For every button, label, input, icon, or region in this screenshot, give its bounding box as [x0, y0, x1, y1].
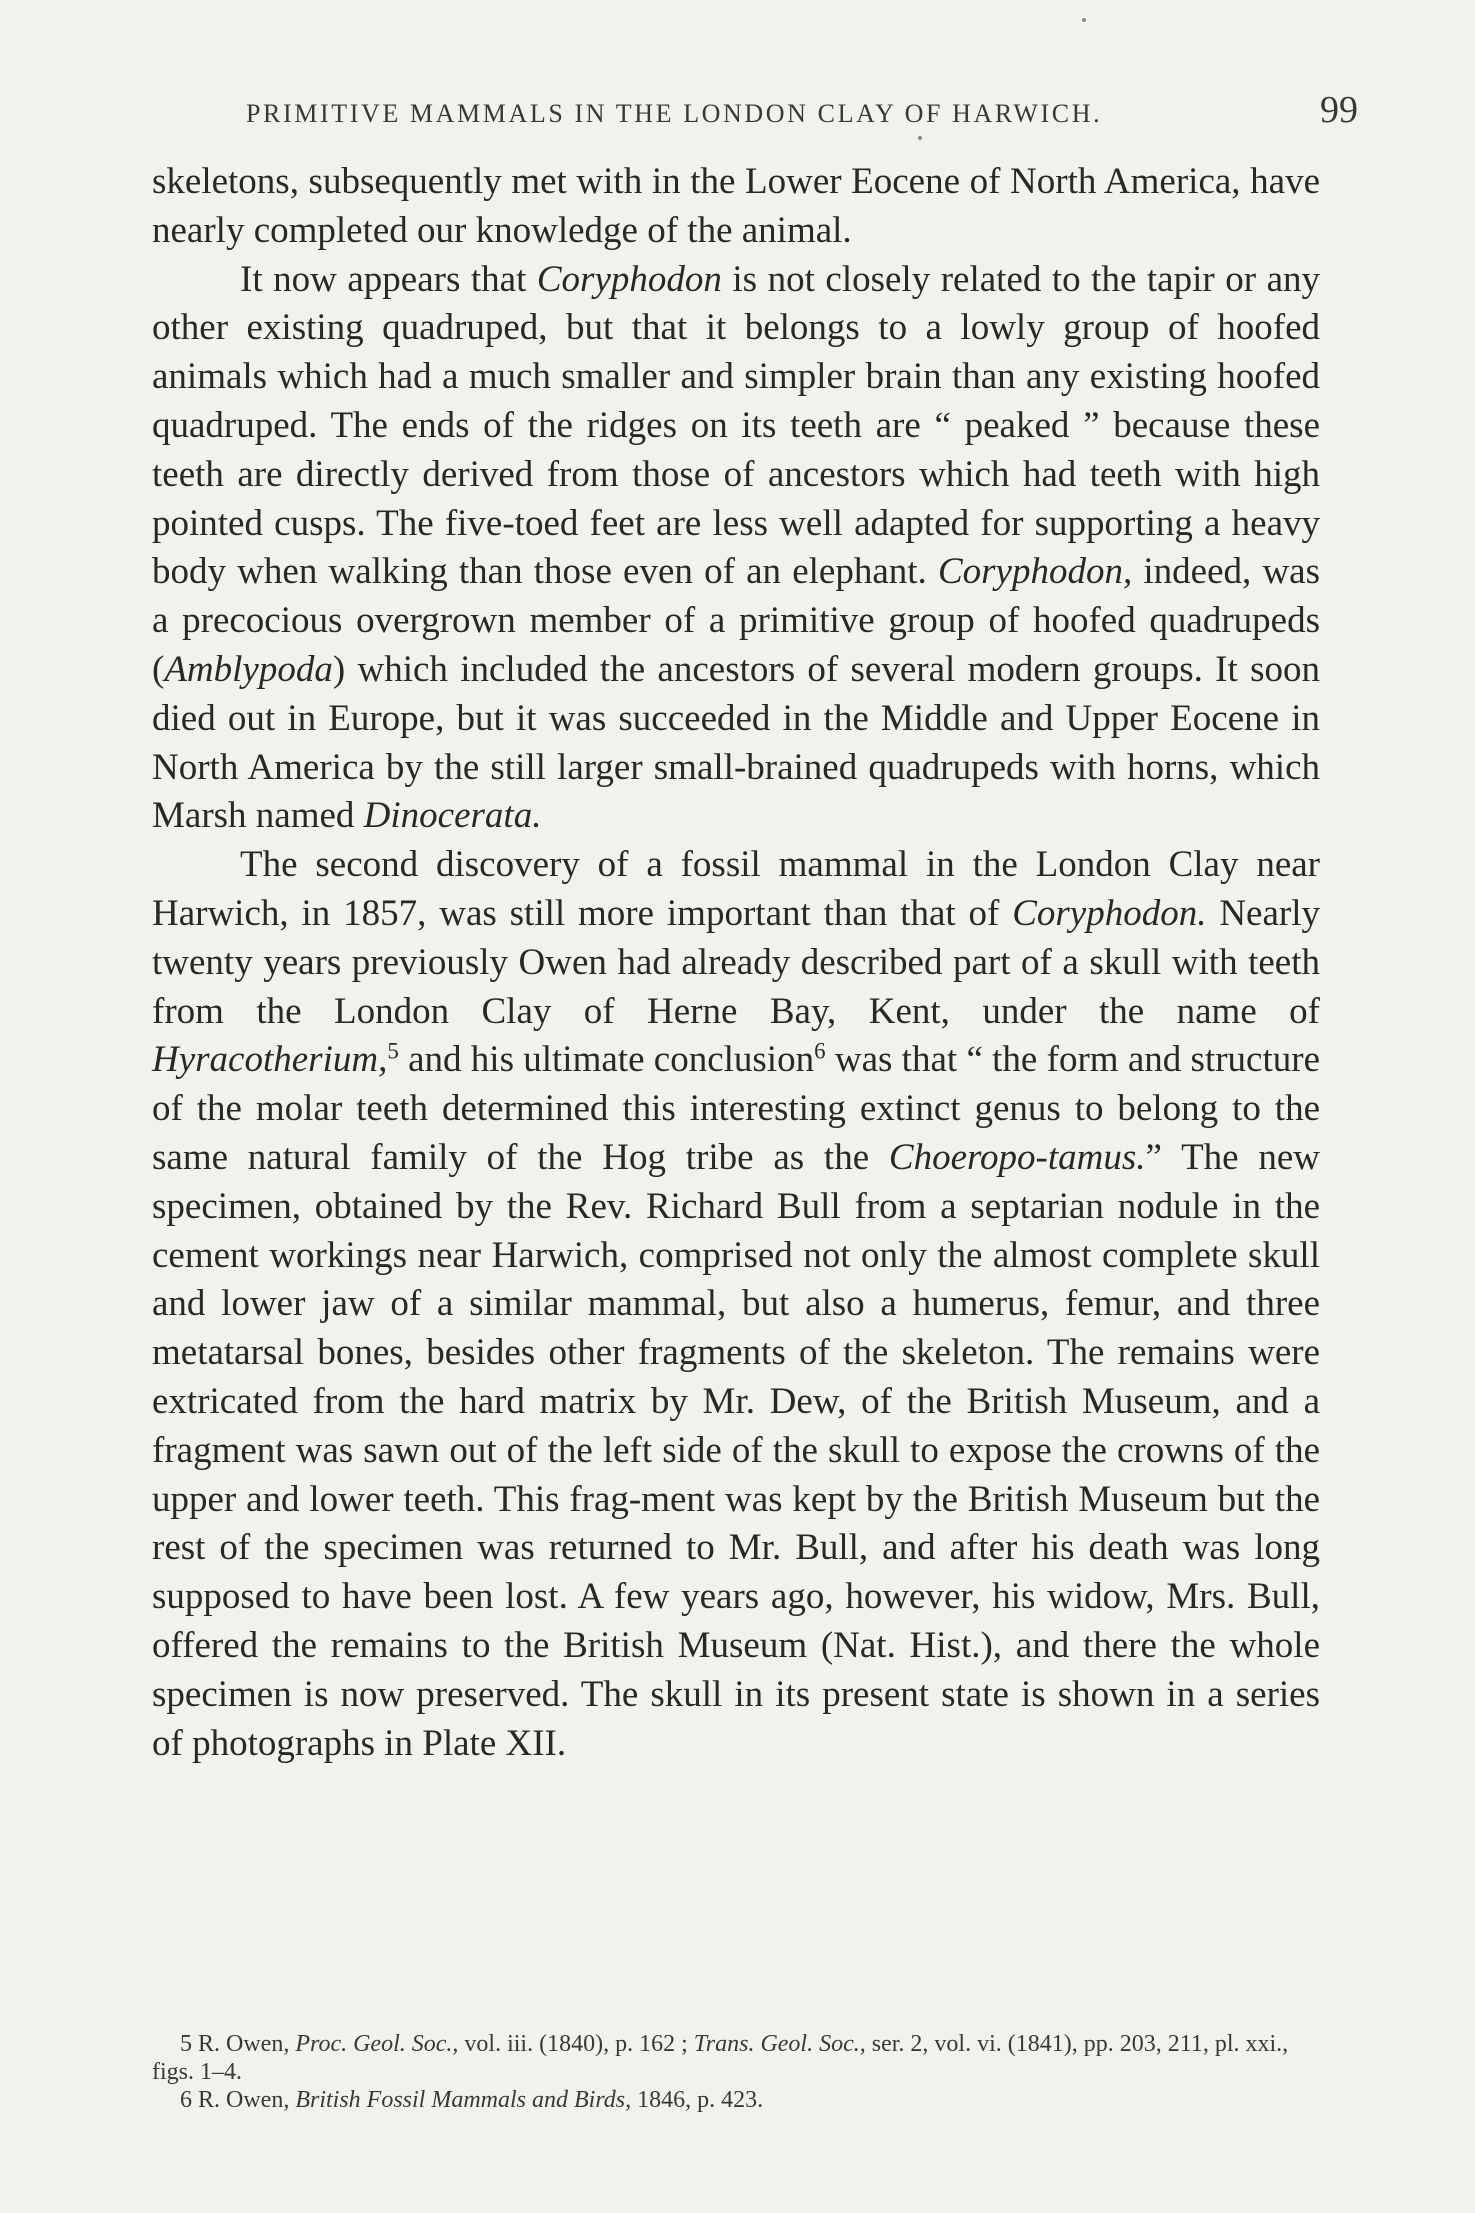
text-run: ser. 2, vol. vi. (1841), pp. 203, 211, pl. xxi., figs. 1–4.: [152, 2031, 1289, 2085]
page-number: 99: [1320, 89, 1358, 131]
italic-text: Coryphodon.: [1012, 892, 1207, 934]
text-run: skeletons, subsequently met with in the Lower Eocene of North America, have nearly completed our knowledge of the animal.: [152, 161, 1320, 251]
page-header: [246, 88, 1358, 131]
text-run: ” The new specimen, obtained by the Rev. Richard Bull from a septarian nodule in the cement workings near Harwich, comprised not only the almost complete skull and lower jaw of a similar mammal, but also a humerus, femur, and three metatarsal bones, besides other fragments of the skeleton. The remains were extricated from the hard matrix by Mr. Dew, of the British Museum, and a fragment was sawn out of the left side of the skull to expose the crowns of the upper and lower teeth. This frag-ment was kept by the British Museum but the rest of the specimen was returned to Mr. Bull, and after his death was long supposed to have been lost. A few years ago, however, his widow, Mrs. Bull, offered the remains to the British Museum (Nat. Hist.), and there the whole specimen is now preserved. The skull in its present state is shown in a series of photographs in Plate XII.: [152, 1136, 1321, 1764]
body-text: [152, 158, 1320, 1768]
footnote-number: 6: [180, 2087, 192, 2113]
paragraph: [152, 841, 1320, 1768]
text-run: indeed, was a precocious overgrown member of a primitive group of hoofed quadrupeds (: [152, 551, 1320, 690]
print-speck: [918, 136, 922, 140]
print-speck: [1082, 18, 1086, 22]
footnote-number: 5: [180, 2031, 192, 2057]
footnote: [152, 2030, 1320, 2086]
text-run: Nearly twenty years previously Owen had already described part of a skull with teeth from the London Clay of Herne Bay, Kent, under the name of: [152, 892, 1320, 1032]
italic-text: Coryphodon,: [937, 551, 1133, 593]
italic-text: Coryphodon: [536, 258, 722, 300]
paragraph: [152, 256, 1320, 842]
italic-text: Trans. Geol. Soc.,: [693, 2031, 866, 2057]
footnote: [152, 2086, 1320, 2114]
text-run: vol. iii. (1840), p. 162 ;: [458, 2031, 694, 2057]
italic-text: Choeropo-tamus.: [888, 1136, 1146, 1178]
text-run: and his ultimate conclusion: [398, 1039, 815, 1081]
italic-text: Amblypoda: [164, 648, 333, 690]
text-run: is not closely related to the tapir or any other existing quadruped, but that it belongs to a lowly group of hoofed animals which had a much smaller and simpler brain than any existing hoofed quadruped. The ends of the ridges on its teeth are “ peaked ” because these teeth are directly derived from those of ancestors which had teeth with high pointed cusps. The five-toed feet are less well adapted for supporting a heavy body when walking than those even of an elephant.: [152, 258, 1320, 593]
italic-text: British Fossil Mammals and Birds,: [295, 2087, 632, 2113]
italic-text: Dinocerata.: [363, 795, 542, 837]
text-run: was that “ the form and structure of the molar teeth determined this interesting extinct genus to belong to the same natural family of the Hog tribe as the: [152, 1039, 1320, 1178]
running-head: PRIMITIVE MAMMALS IN THE LONDON CLAY OF HARWICH.: [246, 99, 1103, 128]
footnotes: [152, 2030, 1320, 2114]
footnote-ref: 6: [814, 1038, 826, 1064]
text-run: 1846, p. 423.: [631, 2087, 764, 2113]
text-run: The second discovery of a fossil mammal in the London Clay near Harwich, in 1857, was still more important than that of: [152, 844, 1320, 934]
text-run: It now appears that: [240, 258, 537, 300]
italic-text: Hyracotherium,: [152, 1039, 388, 1081]
footnote-ref: 5: [387, 1038, 399, 1064]
text-run: R. Owen,: [198, 2031, 296, 2057]
text-run: R. Owen,: [198, 2087, 296, 2113]
paragraph: [152, 158, 1320, 256]
text-run: ) which included the ancestors of several modern groups. It soon died out in Europe, but it was succeeded in the Middle and Upper Eocene in North America by the still larger small-brained quadrupeds with horns, which Marsh named: [152, 648, 1320, 837]
italic-text: Proc. Geol. Soc.,: [295, 2031, 459, 2057]
